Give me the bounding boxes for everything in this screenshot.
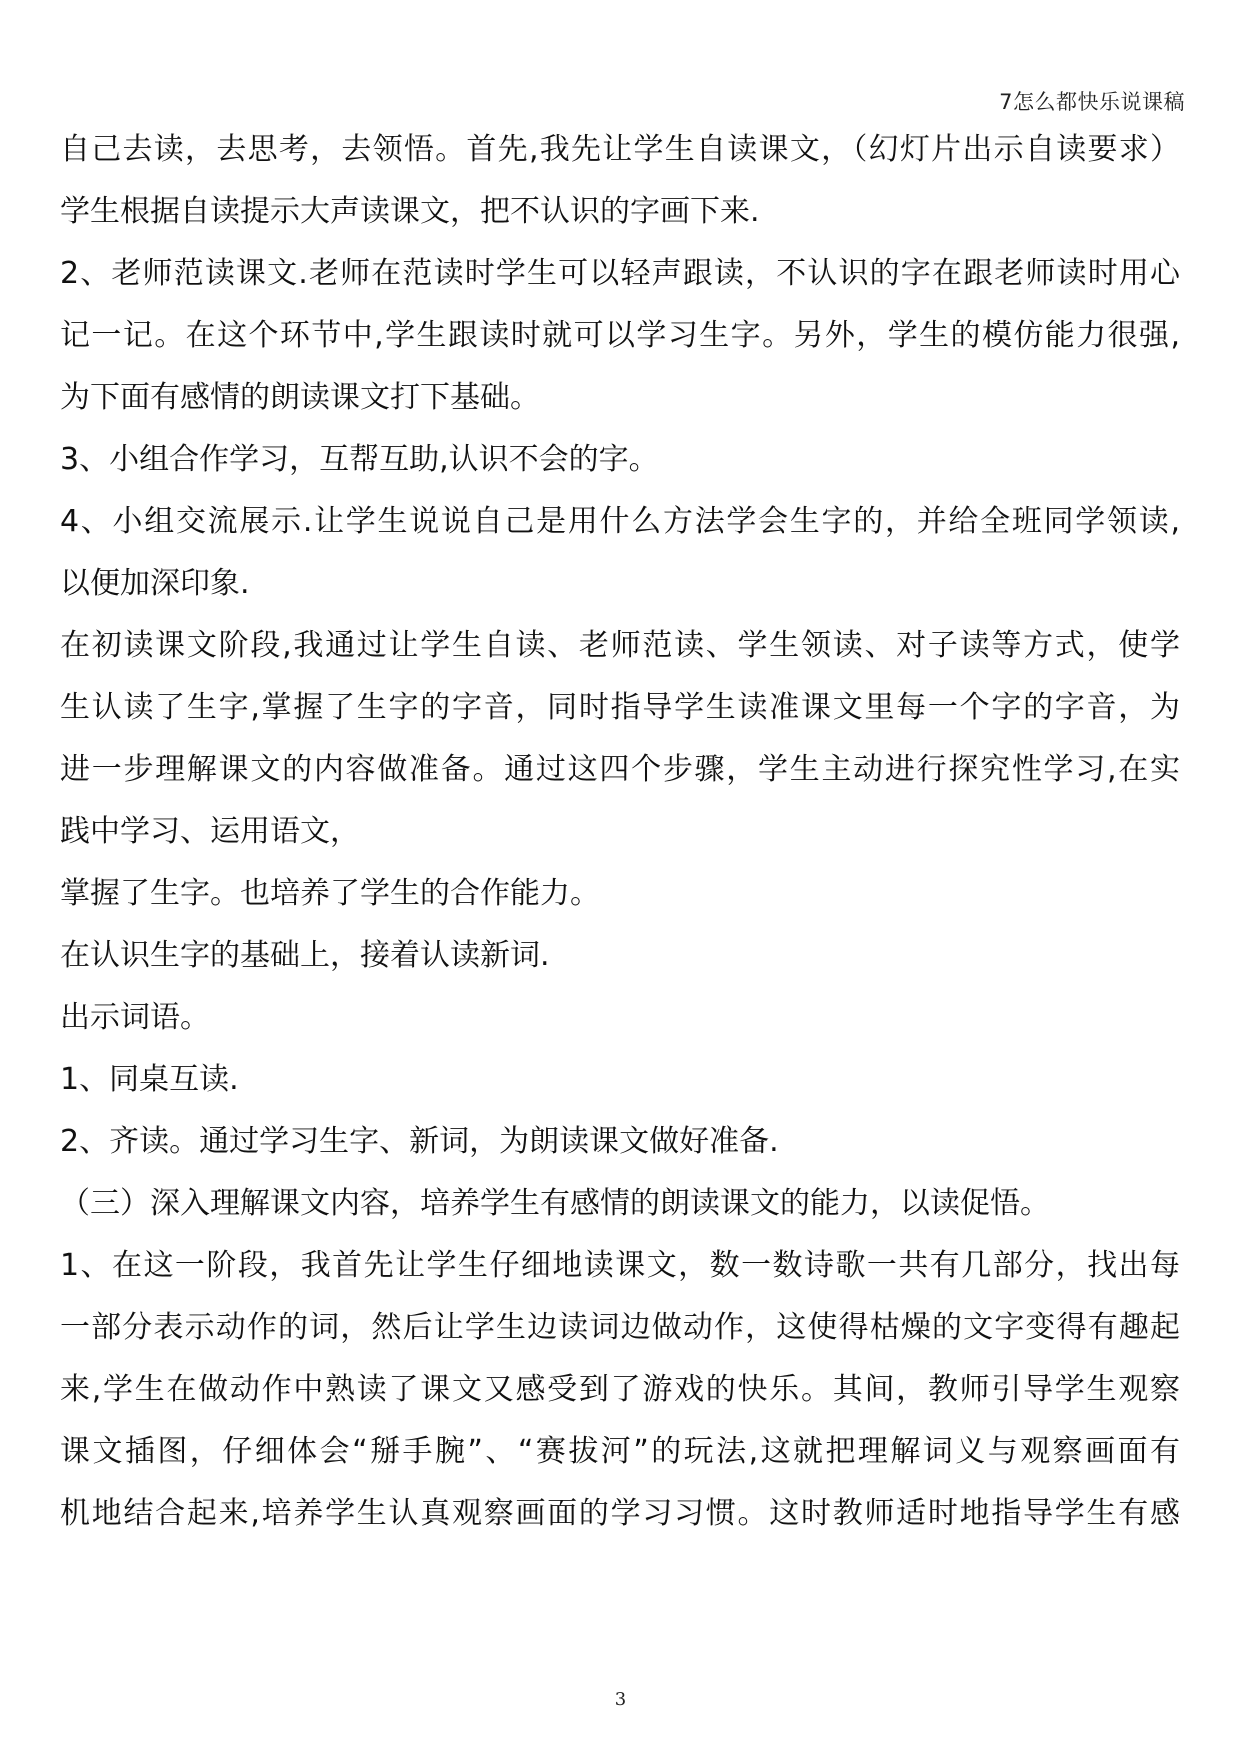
text-line: 一部分表示动作的词，然后让学生边读词边做动作，这使得枯燥的文字变得有趣起 — [60, 1310, 1180, 1345]
text-line: 1、同桌互读. — [60, 1062, 239, 1097]
text-line: 3、小组合作学习，互帮互助,认识不会的字。 — [60, 442, 659, 477]
text-line: 为下面有感情的朗读课文打下基础。 — [60, 380, 540, 415]
text-line: 自己去读，去思考，去领悟。首先,我先让学生自读课文，（幻灯片出示自读要求） — [60, 132, 1180, 167]
text-line: 出示词语。 — [60, 1000, 210, 1035]
text-line: （三）深入理解课文内容，培养学生有感情的朗读课文的能力，以读促悟。 — [60, 1186, 1050, 1221]
document-body — [60, 119, 1180, 1545]
text-line: 课文插图，仔细体会“掰手腕”、“赛拔河”的玩法,这就把理解词义与观察画面有 — [60, 1434, 1180, 1469]
text-line: 在初读课文阶段,我通过让学生自读、老师范读、学生领读、对子读等方式，使学 — [60, 628, 1180, 663]
text-line: 以便加深印象. — [60, 566, 250, 601]
text-line: 在认识生字的基础上，接着认读新词. — [60, 938, 550, 973]
text-line: 学生根据自读提示大声读课文，把不认识的字画下来. — [60, 194, 760, 229]
text-line: 2、老师范读课文.老师在范读时学生可以轻声跟读，不认识的字在跟老师读时用心 — [60, 256, 1180, 291]
text-line: 4、小组交流展示.让学生说说自己是用什么方法学会生字的，并给全班同学领读, — [60, 504, 1180, 539]
page-number: 3 — [614, 1689, 627, 1710]
text-line: 掌握了生字。也培养了学生的合作能力。 — [60, 876, 600, 911]
text-line: 生认读了生字,掌握了生字的字音，同时指导学生读准课文里每一个字的字音，为 — [60, 690, 1180, 725]
running-header: 7怎么都快乐说课稿 — [999, 90, 1185, 114]
text-line: 1、在这一阶段，我首先让学生仔细地读课文，数一数诗歌一共有几部分，找出每 — [60, 1248, 1180, 1283]
text-line: 机地结合起来,培养学生认真观察画面的学习习惯。这时教师适时地指导学生有感 — [60, 1496, 1180, 1531]
text-line: 2、齐读。通过学习生字、新词，为朗读课文做好准备. — [60, 1124, 779, 1159]
text-line: 践中学习、运用语文， — [60, 814, 360, 849]
text-line: 进一步理解课文的内容做准备。通过这四个步骤，学生主动进行探究性学习,在实 — [60, 752, 1180, 787]
text-line: 来,学生在做动作中熟读了课文又感受到了游戏的快乐。其间，教师引导学生观察 — [60, 1372, 1180, 1407]
text-line: 记一记。在这个环节中,学生跟读时就可以学习生字。另外，学生的模仿能力很强, — [60, 318, 1180, 353]
